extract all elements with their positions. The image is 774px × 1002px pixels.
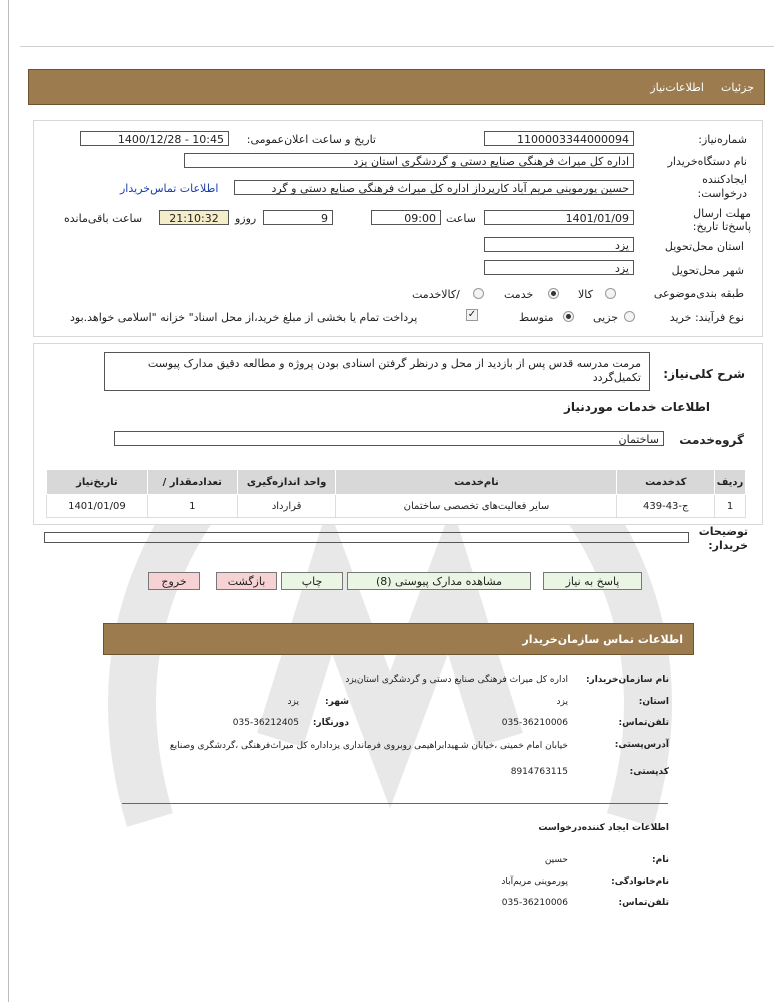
- exit-button[interactable]: خروج: [148, 572, 200, 590]
- tab-details[interactable]: جزئیات: [721, 81, 754, 94]
- creator-label: ایجادکننده درخواست:: [697, 173, 747, 200]
- contact-section-bar: [103, 623, 694, 655]
- process-type-label: نوع فرآیند: خرید: [669, 311, 744, 324]
- col-row: ردیف: [715, 470, 746, 495]
- postal-code-label: کدپستی:: [629, 767, 669, 777]
- services-title: اطلاعات خدمات موردنیاز: [563, 400, 710, 414]
- creator-phone-label: تلفن‌تماس:: [618, 898, 669, 908]
- view-docs-button[interactable]: مشاهده مدارک پیوستی (8): [347, 572, 531, 590]
- category-service-radio[interactable]: [548, 288, 559, 299]
- creator-family-label: نام‌خانوادگی:: [611, 877, 669, 887]
- process-minor-label: جزیی: [593, 311, 619, 324]
- deadline-time-label: ساعت: [446, 212, 476, 225]
- announce-date-field: 1400/12/28 - 10:45: [80, 131, 229, 146]
- description-text: مرمت مدرسه قدس پس از بازدید از محل و درنظر گرفتن اسنادی بودن پروژه و مطالعه دقیق مدارک پیوست تکمیل‌گردد: [104, 352, 650, 391]
- page-left-border: [8, 0, 9, 1002]
- treasury-payment-note: پرداخت تمام یا بخشی از مبلغ خرید،از محل اسناد" خزانه "اسلامی خواهد.بود: [70, 311, 418, 324]
- days-field: 9: [263, 210, 333, 225]
- creator-section-title: اطلاعات ایجاد کننده‌درخواست: [538, 823, 669, 833]
- category-goods-radio[interactable]: [605, 288, 616, 299]
- delivery-city-field: یزد: [484, 260, 634, 275]
- contact-city-value: یزد: [287, 697, 299, 707]
- back-button[interactable]: بازگشت: [216, 572, 277, 590]
- org-name-value: اداره کل میراث فرهنگی صنایع دستی و گردشگری استان‌یزد: [345, 675, 568, 685]
- category-service-label: خدمت: [504, 288, 534, 301]
- buyer-org-field: اداره کل میراث فرهنگی صنایع دستی و گردشگری استان یزد: [184, 153, 634, 168]
- postal-code-value: 8914763115: [510, 767, 568, 777]
- delivery-province-label: استان محل‌تحویل: [664, 240, 744, 253]
- delivery-province-field: یزد: [484, 237, 634, 252]
- need-number-label: شماره‌نیاز:: [698, 133, 747, 146]
- buyer-contact-link[interactable]: اطلاعات تماس‌خریدار: [120, 182, 219, 195]
- category-goods-label: کالا: [578, 288, 593, 301]
- contact-divider: [122, 803, 668, 804]
- contact-fax-label: دورنگار:: [312, 718, 349, 728]
- services-table: [46, 469, 746, 518]
- creator-phone-value: 035-36210006: [501, 898, 568, 908]
- delivery-city-label: شهر محل‌تحویل: [671, 264, 744, 277]
- org-name-label: نام سازمان‌خریدار:: [585, 675, 669, 685]
- deadline-label: مهلت ارسال پاسخ‌تا تاریخ:: [692, 207, 751, 233]
- description-label: شرح کلی‌نیاز:: [663, 367, 745, 381]
- cell-service-name: سایر فعالیت‌های تخصصی ساختمان: [336, 495, 617, 518]
- buyer-notes-label: توضیحات خریدار:: [698, 525, 748, 552]
- contact-address-label: آدرس‌پستی:: [614, 740, 669, 750]
- contact-province-label: استان:: [638, 697, 669, 707]
- contact-phone-value: 035-36210006: [501, 718, 568, 728]
- col-service-name: نام‌خدمت: [336, 470, 617, 495]
- buyer-notes-field: [44, 532, 689, 543]
- category-goods-service-radio[interactable]: [473, 288, 484, 299]
- cell-unit: قرارداد: [237, 495, 336, 518]
- creator-family-value: پورموینی مریم‌آباد: [501, 877, 568, 887]
- service-group-field: ساختمان: [114, 431, 664, 446]
- col-date: تاریخ‌نیاز: [47, 470, 148, 495]
- reply-button[interactable]: پاسخ به نیاز: [543, 572, 642, 590]
- process-medium-radio[interactable]: [563, 311, 574, 322]
- remaining-time-field: 21:10:32: [159, 210, 229, 225]
- contact-city-label: شهر:: [325, 697, 349, 707]
- creator-name-label: نام:: [652, 855, 669, 865]
- contact-fax-value: 035-36212405: [232, 718, 299, 728]
- tab-need-info[interactable]: اطلاعات‌نیاز: [650, 81, 704, 94]
- header-bar: [28, 69, 765, 105]
- cell-quantity: 1: [147, 495, 237, 518]
- col-quantity: / تعدادمقدار: [147, 470, 237, 495]
- table-row: [47, 495, 746, 518]
- process-medium-label: متوسط: [519, 311, 554, 324]
- contact-address-value: خیابان امام خمینی ،خیابان شـهیدابراهیمی روبروی فرمانداری یزداداره کل میراث‌فرهنگی ،گردشگری وصنایع: [169, 741, 568, 751]
- col-unit: واحد اندازه‌گیری: [237, 470, 336, 495]
- table-header-row: [47, 470, 746, 495]
- remaining-time-label: ساعت باقی‌مانده: [64, 212, 143, 225]
- contact-province-value: یزد: [556, 697, 568, 707]
- treasury-payment-checkbox[interactable]: ✓: [467, 309, 477, 320]
- deadline-date-field: 1401/01/09: [484, 210, 634, 225]
- print-button[interactable]: چاپ: [281, 572, 343, 590]
- cell-row: 1: [715, 495, 746, 518]
- cell-service-code: ج-43-439: [617, 495, 715, 518]
- creator-field: حسین پورموینی مریم آباد کارپرداز اداره کل میراث فرهنگی صنایع دستی و گرد: [234, 180, 634, 195]
- process-minor-radio[interactable]: [624, 311, 635, 322]
- buyer-org-label: نام دستگاه‌خریدار: [667, 155, 747, 168]
- contact-phone-label: تلفن‌تماس:: [618, 718, 669, 728]
- col-service-code: کدخدمت: [617, 470, 715, 495]
- days-label: روزو: [235, 212, 257, 225]
- service-group-label: گروه‌خدمت: [679, 433, 744, 447]
- announce-date-label: تاریخ و ساعت اعلان‌عمومی:: [246, 133, 376, 146]
- creator-name-value: حسین: [544, 855, 568, 865]
- need-number-field: 1100003344000094: [484, 131, 634, 146]
- top-divider: [20, 46, 774, 47]
- cell-date: 1401/01/09: [47, 495, 148, 518]
- category-goods-service-label: /کالاخدمت: [412, 288, 460, 301]
- contact-section-title: اطلاعات تماس سازمان‌خریدار: [522, 633, 683, 646]
- category-label: طبقه بندی‌موضوعی: [653, 287, 744, 300]
- deadline-time-field: 09:00: [371, 210, 441, 225]
